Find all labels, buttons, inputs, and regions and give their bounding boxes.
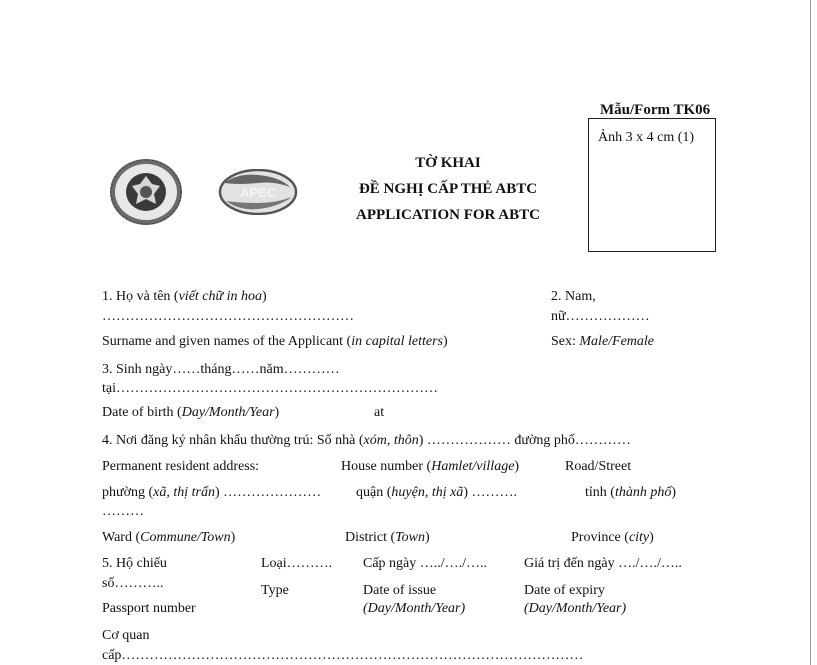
field-5-expiry-vi: Giá trị đến ngày …./…./….. bbox=[524, 556, 682, 571]
field-1-en-label: Surname and given names of the Applicant (in capital letters) bbox=[102, 334, 448, 349]
field-3-en-label: Date of birth (Day/Month/Year) bbox=[102, 405, 280, 420]
field-5-issue-vi: Cấp ngày …../…./….. bbox=[363, 556, 488, 571]
title-line-1: TỜ KHAI bbox=[415, 155, 481, 171]
page-edge bbox=[810, 0, 811, 665]
photo-label: Ảnh 3 x 4 cm (1) bbox=[598, 130, 695, 145]
title-line-2: ĐỀ NGHỊ CẤP THẺ ABTC bbox=[358, 181, 538, 197]
title-line-3: APPLICATION FOR ABTC bbox=[356, 207, 540, 223]
field-1-vi-label: 1. Họ và tên (viết chữ in hoa) bbox=[102, 289, 267, 304]
field-3-vi-line-2: tại…………………………………………………………… bbox=[102, 381, 438, 396]
field-2-vi-line-2: nữ……………… bbox=[551, 309, 650, 324]
field-5-en-expiry-format: (Day/Month/Year) bbox=[524, 601, 627, 616]
field-4-en-road: Road/Street bbox=[565, 459, 632, 474]
field-4-ward-en: Ward (Commune/Town) bbox=[102, 530, 236, 545]
field-1-fill-line: ……………………………………………… bbox=[102, 309, 354, 324]
immigration-emblem-logo bbox=[108, 158, 184, 226]
field-3-vi-line-1: 3. Sinh ngày……tháng……năm………… bbox=[102, 362, 340, 377]
field-4-en-permanent: Permanent resident address: bbox=[102, 459, 260, 474]
field-5-vi-line-1: 5. Hộ chiếu bbox=[102, 556, 167, 571]
field-4-district-vi: quận (huyện, thị xã) ………. bbox=[356, 485, 517, 500]
field-4-en-house: House number (Hamlet/village) bbox=[341, 459, 520, 474]
apec-logo bbox=[218, 169, 298, 215]
field-4-province-en: Province (city) bbox=[571, 530, 654, 545]
field-2-vi-line-1: 2. Nam, bbox=[551, 289, 596, 304]
field-3-en-at: at bbox=[374, 405, 385, 420]
field-5-en-issue: Date of issue bbox=[363, 583, 437, 598]
field-4-ward-vi: phường (xã, thị trấn) ………………… bbox=[102, 485, 322, 500]
field-4-province-dots: ……… bbox=[102, 504, 144, 519]
field-5-en-type: Type bbox=[261, 583, 289, 598]
apec-logo-text: APEC bbox=[240, 185, 277, 200]
field-5-type-vi: Loại………. bbox=[261, 556, 333, 571]
field-5-en-passport: Passport number bbox=[102, 601, 196, 616]
field-2-en-label: Sex: Male/Female bbox=[551, 334, 655, 349]
field-5-en-issue-format: (Day/Month/Year) bbox=[363, 601, 466, 616]
field-6-vi-line-1: Cơ quan bbox=[102, 628, 150, 643]
field-4-district-en: District (Town) bbox=[345, 530, 430, 545]
field-5-vi-line-2: số……….. bbox=[102, 576, 164, 591]
field-4-vi-line-1: 4. Nơi đăng ký nhân khẩu thường trú: Số nhà (xóm, thôn) ……………… đường phố………… bbox=[102, 433, 631, 448]
field-6-vi-line-2: cấp……………………………………………………………………………………… bbox=[102, 648, 584, 663]
field-5-en-expiry: Date of expiry bbox=[524, 583, 605, 598]
form-code: Mẫu/Form TK06 bbox=[600, 102, 711, 118]
field-4-province-vi: tỉnh (thành phố) bbox=[585, 485, 677, 500]
